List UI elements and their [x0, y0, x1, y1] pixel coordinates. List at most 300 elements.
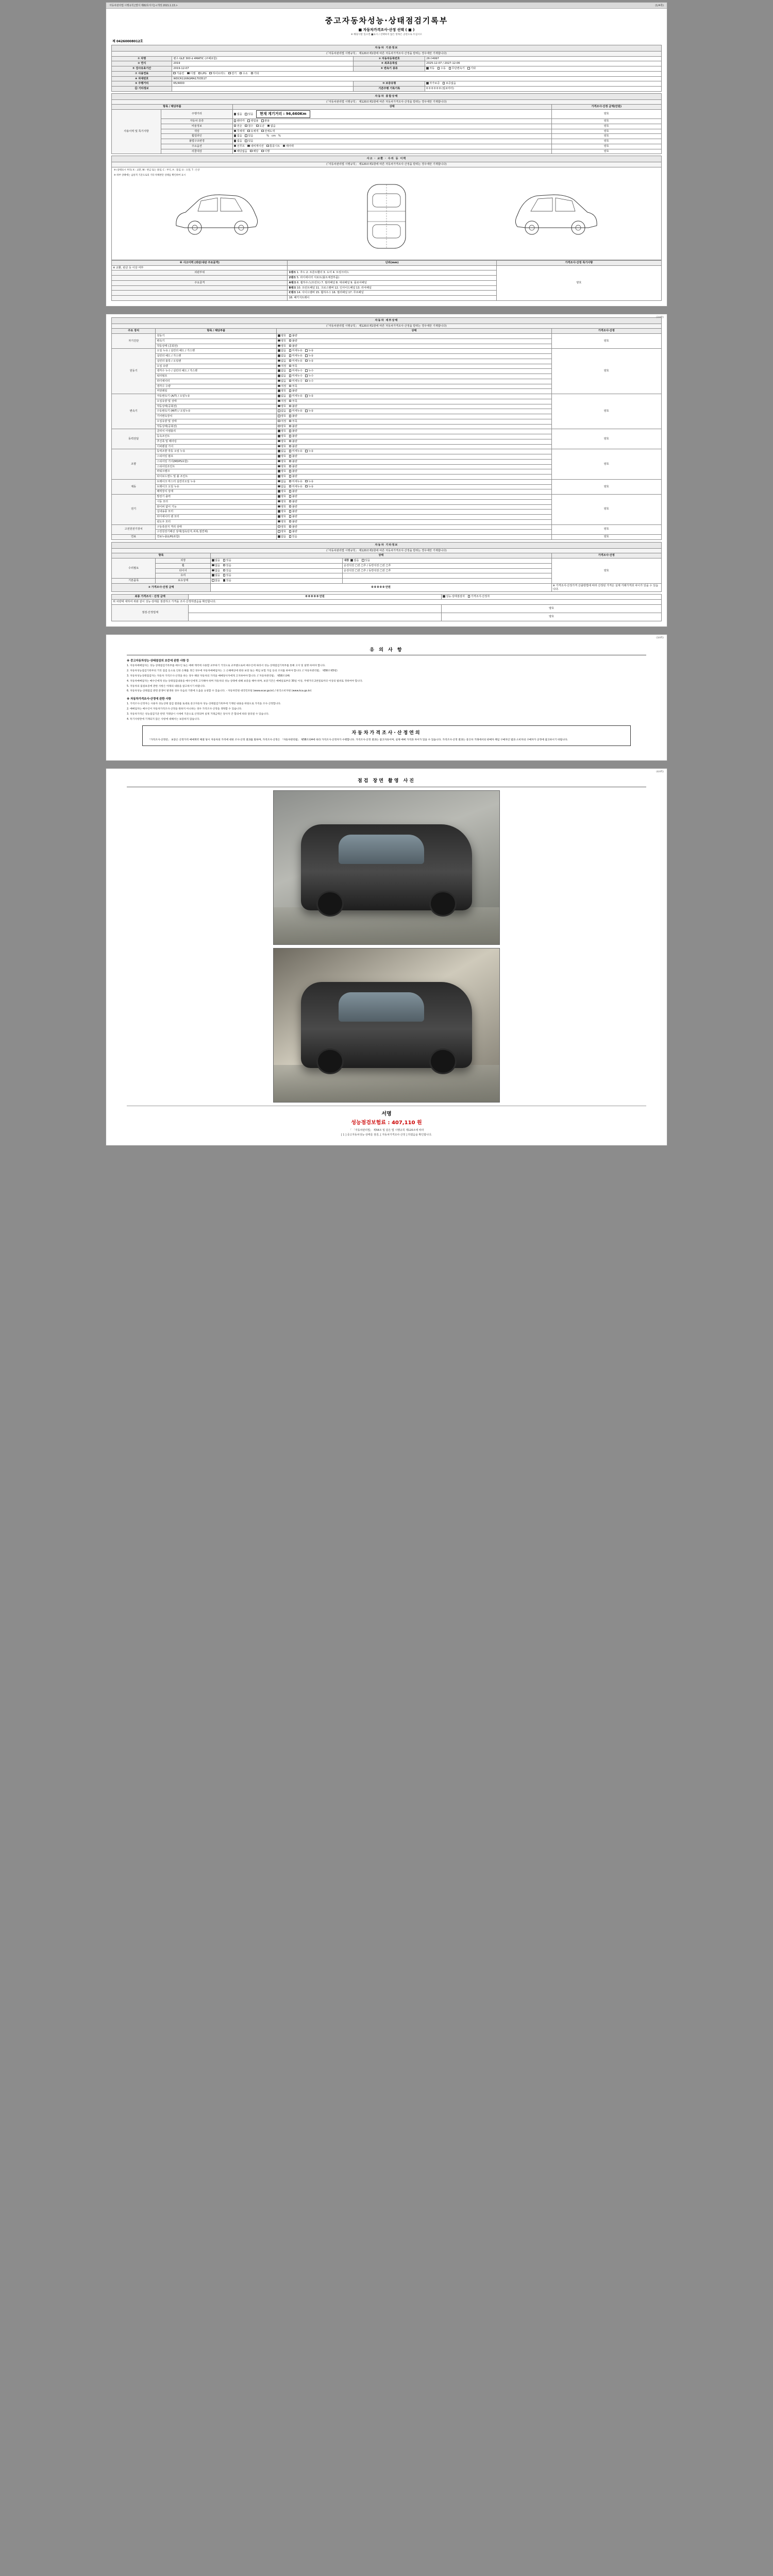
warranty-opt-1[interactable]: 보증없음 — [443, 82, 456, 86]
ov2-opt-1[interactable]: 침수 — [245, 125, 253, 128]
d1r0-o0[interactable]: 없음 — [278, 349, 286, 353]
d6-state-3 — [277, 510, 552, 515]
parts-group-1 — [112, 276, 288, 281]
d1r4-o1[interactable]: 미세누수 — [289, 369, 303, 373]
page-number-3: (3/4쪽) — [656, 636, 664, 639]
fuel-opt-0[interactable]: 가솔린 — [173, 72, 184, 76]
d5r0-o0[interactable]: 없음 — [278, 480, 286, 484]
d1r3-o1[interactable]: 부족 — [289, 365, 297, 368]
d5r1-o0[interactable]: 없음 — [278, 485, 286, 489]
overall-sub-6: 주요옵션 — [161, 144, 233, 149]
d2-state-6 — [277, 424, 552, 429]
d1r1-o2[interactable]: 누유 — [305, 354, 313, 358]
d7r1-o0[interactable]: 양호 — [278, 530, 286, 534]
d3r2-o0[interactable]: 양호 — [278, 440, 286, 444]
label-vin: ⑧ 차대번호 — [112, 76, 172, 81]
final-signature-table — [111, 594, 662, 621]
d1-state-0 — [277, 349, 552, 354]
d2r2-o1[interactable]: 불량 — [289, 405, 297, 409]
d2r3-o1[interactable]: 미세누유 — [289, 410, 303, 413]
d2r3-o0[interactable]: 없음 — [278, 410, 286, 413]
other-c2-4 — [343, 579, 551, 584]
d6r0-o1[interactable]: 불량 — [289, 495, 297, 499]
fuel-opt-6[interactable]: 기타 — [251, 72, 259, 76]
label-inspection: ⑤ 검사유효기간 — [112, 66, 172, 72]
d1r3-o0[interactable]: 적정 — [278, 365, 286, 368]
sig-assessor-value — [189, 613, 442, 621]
d2r6-o1[interactable]: 불량 — [289, 425, 297, 429]
d6r5-o1[interactable]: 불량 — [289, 520, 297, 524]
overall-state-6 — [232, 144, 551, 149]
footer-line-2: [ 1 ] 중고자동차성능·상태를 점검, [ 자동차가격조사·산정 ] 하였음을 확인합니다. — [341, 1133, 432, 1137]
d0r0-o0[interactable]: 양호 — [278, 334, 286, 338]
d6r0-o0[interactable]: 양호 — [278, 495, 286, 499]
overall-state-1 — [232, 119, 551, 124]
oth0-o1[interactable]: 있음 — [223, 559, 231, 563]
overall-state-5 — [232, 139, 551, 144]
d2r3-o2[interactable]: 누유 — [305, 410, 313, 413]
d0-state-0 — [277, 334, 552, 339]
d3r3-o0[interactable]: 양호 — [278, 445, 286, 449]
inspection-photo-rear[interactable] — [273, 948, 500, 1103]
fuel-opt-4[interactable]: 전기 — [228, 72, 237, 76]
oth0-o0[interactable]: 없음 — [212, 559, 220, 563]
band-accident: 사고 · 교환 · 수리 등 이력 — [112, 156, 662, 162]
d6-item-3: 실내송풍 모터 — [156, 510, 277, 515]
d4r4-o1[interactable]: 불량 — [289, 470, 297, 473]
d3r1-o1[interactable]: 불량 — [289, 435, 297, 438]
photos-title: 점검 장면 촬영 사진 — [127, 774, 646, 787]
other-total-value: 0 0 0 0 0 만원 — [211, 583, 552, 592]
other-total-label: ③ 가격조사·산정 금액 — [112, 583, 211, 592]
other-c2-0: 내장 없음 있음 — [343, 558, 551, 564]
d2r1-o1[interactable]: 부족 — [289, 400, 297, 403]
sheet-1 — [106, 2, 667, 307]
d5r2-o1[interactable]: 불량 — [289, 490, 297, 494]
photo-car-body-2 — [301, 982, 473, 1068]
d4-state-2 — [277, 459, 552, 464]
d5-item-0: 브레이크 마스터 실린더오일 누유 — [156, 479, 277, 484]
inspection-fee — [127, 1118, 646, 1128]
d4-price: 양호 — [551, 449, 661, 480]
d6r4-o0[interactable]: 양호 — [278, 515, 286, 519]
ov1-opt-2[interactable]: 관용 — [261, 120, 270, 123]
detail-group-4: 조향 — [112, 449, 156, 480]
d5-item-2: 배력장치 상태 — [156, 489, 277, 495]
car-damage-diagram[interactable] — [111, 167, 662, 260]
ov2-opt-3[interactable]: 없음 — [267, 125, 276, 128]
d1-item-6: 라디에이터 — [156, 379, 277, 384]
d3-price: 양호 — [551, 429, 661, 449]
ov6-opt-3[interactable]: 에어백 — [283, 145, 294, 148]
photo-ground-2 — [274, 1065, 499, 1102]
d7-item-0: 구동축전지 격리 상태 — [156, 524, 277, 530]
d1r2-o0[interactable]: 없음 — [278, 360, 286, 363]
overall-price-7: 양호 — [551, 149, 661, 154]
d0r1-o0[interactable]: 양호 — [278, 340, 286, 343]
d2-state-0 — [277, 394, 552, 399]
ov0-opt-1[interactable]: 있음 — [245, 113, 253, 116]
detail-group-2: 변속기 — [112, 394, 156, 429]
fuel-opt-2[interactable]: LPG — [198, 72, 207, 76]
car-top-view-icon — [358, 180, 415, 252]
d1-state-8 — [277, 389, 552, 394]
d6r2-o1[interactable]: 불량 — [289, 505, 297, 509]
parts-group-2: 주요골격 — [112, 280, 288, 285]
d2r6-o0[interactable]: 양호 — [278, 425, 286, 429]
ov1-opt-1[interactable]: 영업용 — [247, 120, 258, 123]
other-o-3 — [211, 573, 343, 579]
sig-chk-0[interactable]: 성능·상태점검자 — [443, 595, 465, 599]
d4r4-o0[interactable]: 양호 — [278, 470, 286, 473]
ov3-opt-2[interactable]: 전체도색 — [261, 130, 275, 133]
guarantee-body: 「가격조사·산정연」 보증은 산정가격 매매계약 체결 당시 자동차의 가격에 대한 조사·산정 결과를 말하며, 가격조사·산정은 「자동차관리법」 제58조의4에 따라 가격조사·산정자가 수행합니다. 가격조사·산정 결과는 참고자료이며, 실제 매매 가격과 차이가 있을 수 있습니다. 가격조사·산정 결과는 중고차 거래에서의 판매자 책임 구매자인 법과 소비자의 구매자가 공정에 참고하시기 바랍니다. — [148, 739, 568, 742]
oth2-o1[interactable]: 있음 — [223, 569, 231, 573]
d6r3-o0[interactable]: 양호 — [278, 510, 286, 514]
overall-state-4: 없음 있음 % cm % — [232, 134, 551, 139]
d3r0-o1[interactable]: 불량 — [289, 430, 297, 433]
hdr-detail-price: 가격조사·산정 — [551, 329, 661, 334]
oth1-o0[interactable]: 없음 — [212, 564, 220, 568]
ov0-opt-0[interactable]: 없음 — [234, 113, 242, 116]
d6r1-o1[interactable]: 불량 — [289, 500, 297, 504]
ov5-opt-0[interactable]: 없음 — [234, 140, 242, 143]
parts-items-0: 1랭크 1. 후드 2. 프론트휀더 3. 도어 4. 트렁크리드 — [288, 270, 496, 276]
hdr-other-state: 상태 — [211, 553, 552, 558]
other-o-1 — [211, 563, 343, 568]
d2-state-2 — [277, 404, 552, 409]
d2r2-o0[interactable]: 양호 — [278, 405, 286, 409]
fuel-opt-1[interactable]: 디젤 — [187, 72, 195, 76]
ov6-opt-1[interactable]: 내비게이션 — [247, 145, 263, 148]
d1r6-o0[interactable]: 없음 — [278, 380, 286, 383]
d2-item-0: 자동변속기 (A/T) / 오일누유 — [156, 394, 277, 399]
doc-subtitle: ■ 자동차가격조사·산정 선택 ( ■ ) — [358, 28, 415, 32]
notice-section-1: ※ 중고자동차성능·상태점검의 보증에 관한 사항 등 — [127, 659, 189, 663]
parts-group-3 — [112, 285, 288, 291]
d1r8-o1[interactable]: 불량 — [289, 389, 297, 393]
d4r5-o1[interactable]: 불량 — [289, 475, 297, 479]
detail-group-5: 제동 — [112, 479, 156, 494]
d2-item-3: 수동변속기 (M/T) / 오일누유 — [156, 409, 277, 414]
d4r2-o1[interactable]: 불량 — [289, 460, 297, 464]
d2r0-o2[interactable]: 누유 — [305, 395, 313, 398]
d0r2-o0[interactable]: 양호 — [278, 345, 286, 348]
oth2-o0[interactable]: 없음 — [212, 569, 220, 573]
ov7-opt-0[interactable]: 해당없음 — [234, 150, 247, 154]
d2-item-2: 작동상태(공회전) — [156, 404, 277, 409]
hdr-other-item: 항목 — [112, 553, 211, 558]
oth4-o1[interactable]: 있음 — [223, 579, 231, 583]
detail-group-8: 연료 — [112, 535, 156, 540]
d3-state-0 — [277, 429, 552, 434]
overall-sub-3: 색상 — [161, 129, 233, 134]
ov7-opt-1[interactable]: 해당 — [250, 150, 258, 154]
detail-group-3: 동력전달 — [112, 429, 156, 449]
d2r0-o0[interactable]: 없음 — [278, 395, 286, 398]
d5-state-2 — [277, 489, 552, 495]
d6-item-0: 발전기 출력 — [156, 495, 277, 500]
d7-state-1 — [277, 530, 552, 535]
d6-state-4 — [277, 515, 552, 520]
d6r3-o1[interactable]: 불량 — [289, 510, 297, 514]
sig-company-price: 양호 — [442, 604, 662, 613]
d1r4-o2[interactable]: 누수 — [305, 369, 313, 373]
d5r2-o0[interactable]: 양호 — [278, 490, 286, 494]
oth3-o0[interactable]: 없음 — [212, 574, 220, 578]
band-detail-note: (「자동차관리법 시행규칙」 제120조제1항에 따른 자동차가격조사·산정을 받려는 경우에만 기재합니다) — [112, 324, 662, 329]
d4-item-2: 스티어링 기어(MDPS포함) — [156, 459, 277, 464]
d5-item-1: 브레이크 오일 누유 — [156, 484, 277, 489]
mileage-display: 현재 계기거리 : 96,660Km — [256, 110, 310, 118]
sig-chk-1[interactable]: 가격조사·산정자 — [468, 595, 490, 599]
d4r5-o0[interactable]: 양호 — [278, 475, 286, 479]
parts-group-4 — [112, 291, 288, 296]
d2r4-o1[interactable]: 불량 — [289, 415, 297, 418]
inspection-photo-front[interactable] — [273, 790, 500, 945]
photo-ground-1 — [274, 907, 499, 944]
overall-price-4: 양호 — [551, 134, 661, 139]
d1r7-o1[interactable]: 부족 — [289, 385, 297, 388]
notice-item-2-2: 3. 자동차가격은 성능점검기준 반영 거래당시 시세에 기준으로 산정되며 실제 거래금액은 당사자 간 합의에 따라 달라질 수 있습니다. — [127, 713, 270, 716]
oth3-o1[interactable]: 있음 — [223, 574, 231, 578]
d4r0-o0[interactable]: 없음 — [278, 450, 286, 453]
photo-wheel-right-2 — [429, 1048, 457, 1074]
fuel-opt-5[interactable]: 수소 — [240, 72, 248, 76]
d4r0-o2[interactable]: 누유 — [305, 450, 313, 453]
d7r1-o1[interactable]: 불량 — [289, 530, 297, 534]
value-odo-record: 0 0 0 0 0 0 (킬로미터) — [425, 87, 662, 92]
ov3-opt-0[interactable]: 무채색 — [234, 130, 245, 133]
d1r6-o1[interactable]: 미세누수 — [289, 380, 303, 383]
d1r0-o2[interactable]: 누유 — [305, 349, 313, 353]
final-body: 위 차량에 대하여 위와 같이 성능·상태를 점검하고 가격을 조사·산정하였음을 확인합니다. — [112, 600, 662, 605]
d5r1-o1[interactable]: 미세누유 — [289, 485, 303, 489]
d2-item-5: 오일유량 및 상태 — [156, 419, 277, 424]
ov2-opt-2[interactable]: 도난 — [256, 125, 264, 128]
overall-price-3: 양호 — [551, 129, 661, 134]
other-group-basic: 기본품목 — [112, 579, 156, 584]
detail-group-7: 고전원전기장치 — [112, 524, 156, 535]
d3r3-o1[interactable]: 불량 — [289, 445, 297, 449]
basic-info-table — [111, 45, 662, 92]
ov4-opt-1[interactable]: 있음 — [245, 134, 253, 138]
oth0b-o0[interactable]: 없음 — [350, 559, 359, 563]
d1r2-o2[interactable]: 누유 — [305, 360, 313, 363]
d4r0-o1[interactable]: 미세누유 — [289, 450, 303, 453]
d6-state-2 — [277, 504, 552, 510]
ov4-opt-0[interactable]: 없음 — [234, 134, 242, 138]
trans-opt-0[interactable]: 자동 — [426, 67, 434, 71]
d0r2-o1[interactable]: 불량 — [289, 345, 297, 348]
label-carname: ① 차명 — [112, 56, 172, 61]
d1r8-o0[interactable]: 양호 — [278, 389, 286, 393]
d3r2-o1[interactable]: 불량 — [289, 440, 297, 444]
parts-items-2: A랭크 6. 휠하우스(프런트) 7. 필러패널 8. 대쉬패널 9. 플로어패널 — [288, 280, 496, 285]
d5r0-o2[interactable]: 누유 — [305, 480, 313, 484]
band-overall-note: (「자동차관리법 시행규칙」 제120조제1항에 따른 자동차가격조사·산정을 받려는 경우에만 기재합니다) — [112, 99, 662, 105]
oth1-o1[interactable]: 있음 — [223, 564, 231, 568]
warranty-opt-0[interactable]: 자가보증 — [426, 82, 440, 86]
d6r5-o0[interactable]: 양호 — [278, 520, 286, 524]
d3r0-o0[interactable]: 양호 — [278, 430, 286, 433]
ov2-opt-0[interactable]: 전손 — [234, 125, 242, 128]
d3-item-3: 디퍼렌셜 기어 — [156, 444, 277, 449]
d6r2-o0[interactable]: 양호 — [278, 505, 286, 509]
value-etc — [172, 87, 354, 92]
notice-item-1-2: 3. 자동차성능상태점검자는 자동차 가격조사·산정을 하는 경우 해당 자동차의 가격을 매매당사자에게 고지하여야 합니다. (「자동차관리법」 제58조의4) — [127, 674, 290, 677]
d6-item-5: 윈도우 모터 — [156, 519, 277, 524]
accident-parts-table — [111, 260, 662, 301]
d5-state-0 — [277, 479, 552, 484]
ov5-opt-1[interactable]: 있음 — [245, 140, 253, 143]
other-c2-1: 운전석전 □전 □후 / 동반석전 □전 □후 — [343, 563, 551, 568]
d1r1-o1[interactable]: 미세누유 — [289, 354, 303, 358]
d7-state-0 — [277, 524, 552, 530]
d3-state-3 — [277, 444, 552, 449]
d0-item-0: 원동기 — [156, 334, 277, 339]
d2r4-o0[interactable]: 양호 — [278, 415, 286, 418]
d6-state-1 — [277, 499, 552, 504]
other-o-0 — [211, 558, 343, 564]
sheet-3 — [106, 634, 667, 761]
value-firstreg: 2025-12-07 / 2027-12-06 — [425, 61, 662, 66]
d1-item-8: 커먼레일 — [156, 389, 277, 394]
d2r1-o0[interactable]: 적정 — [278, 400, 286, 403]
d3-state-1 — [277, 434, 552, 439]
ov1-opt-0[interactable]: 렌터카 — [234, 120, 245, 123]
d4r1-o0[interactable]: 양호 — [278, 455, 286, 459]
d4-state-4 — [277, 469, 552, 474]
hdr-other-price: 가격조사·산정 — [551, 553, 661, 558]
d4r3-o0[interactable]: 양호 — [278, 465, 286, 469]
d7r0-o1[interactable]: 불량 — [289, 526, 297, 529]
d7r0-o0[interactable]: 양호 — [278, 526, 286, 529]
value-plate: 26구4997 — [425, 56, 662, 61]
d1r7-o0[interactable]: 적정 — [278, 385, 286, 388]
d1-state-1 — [277, 354, 552, 359]
ov6-opt-2[interactable]: 통풍시트 — [266, 145, 280, 148]
d2-price: 양호 — [551, 394, 661, 429]
d1r1-o0[interactable]: 없음 — [278, 354, 286, 358]
notice-section-2: ※ 자동차가격조사·산정에 관한 사항 — [127, 697, 171, 701]
trans-opt-3[interactable]: 기타 — [467, 67, 476, 71]
diagram-legend-2: ※ 하부 상태에는 숨통적 기준으로의 기타 차체판단 상태를 확인하여 표시 — [114, 174, 186, 177]
hdr-overall-state: 상태 — [232, 105, 551, 110]
value-warranty — [425, 81, 662, 87]
detail-state-table — [111, 317, 662, 540]
d6-state-0 — [277, 495, 552, 500]
notice-item-1-5: 6. 자동차성능·상태점검 관련 분쟁이 발생한 경우 다음의 기관에 도움을 요청할 수 있습니다. - 자동차민원 대국민포털 (www.ecar.go.kr) / 한국소비자원 (www.kca.go.kr) — [127, 690, 312, 693]
d6r1-o0[interactable]: 양호 — [278, 500, 286, 504]
d1r6-o2[interactable]: 누수 — [305, 380, 313, 383]
signature-label: 서명 — [127, 1106, 646, 1118]
ov7-opt-2[interactable]: 이행 — [261, 150, 270, 154]
d4-state-3 — [277, 464, 552, 469]
other-o-4 — [211, 579, 343, 584]
d2-state-1 — [277, 399, 552, 404]
d8r0-o1[interactable]: 있음 — [289, 535, 297, 539]
d2r5-o1[interactable]: 부족 — [289, 420, 297, 423]
hdr-detail-device: 주요 장치 — [112, 329, 156, 334]
car-side-left-icon — [170, 185, 263, 247]
photo-car-window-1 — [339, 835, 424, 864]
page-number-4: (4/4쪽) — [656, 770, 664, 773]
band-overall: 자동차 종합상태 — [112, 93, 662, 99]
d1-state-3 — [277, 364, 552, 369]
d6r4-o1[interactable]: 불량 — [289, 515, 297, 519]
value-year: 2019 — [172, 61, 354, 66]
d0r1-o1[interactable]: 불량 — [289, 340, 297, 343]
value-vin: WDCR1166GMA1703517 — [172, 76, 662, 81]
d6-item-2: 와이퍼 없이 기능 — [156, 504, 277, 510]
d1r5-o2[interactable]: 누수 — [305, 375, 313, 378]
overall-state-0 — [232, 110, 551, 119]
notice-item-2-3: 4. 특기사항란에 기재되지 않은 사항에 대해서는 보증하지 않습니다. — [127, 718, 200, 721]
doc-subnote: ※ 해당사항 있으면 ■표시 / 선택하지 않은 항목은 공란으로 두십시오 — [350, 33, 423, 36]
d1r5-o1[interactable]: 미세누수 — [289, 375, 303, 378]
d3-state-2 — [277, 439, 552, 444]
parts-group-5 — [112, 296, 288, 301]
d3r1-o0[interactable]: 양호 — [278, 435, 286, 438]
d4-state-0 — [277, 449, 552, 454]
d4-item-0: 동력조향 작동 오일 누유 — [156, 449, 277, 454]
ov3-opt-1[interactable]: 유채색 — [247, 130, 258, 133]
notice-item-1-0: 1. 자동차매매업자는 성능·상태점검기록부를 매수인 또는 매매 계약에 사용할 교부하기 거짓으로 교부했으로써 매수인에 따라서 성능·상태점검기록부를 통해 고지 및 설명 하여야 합니다. — [127, 664, 326, 667]
other-c2-3 — [343, 573, 551, 579]
ov6-opt-0[interactable]: 선루프 — [234, 145, 245, 148]
oth0b-o1[interactable]: 있음 — [362, 559, 370, 563]
trans-opt-1[interactable]: 수동 — [438, 67, 446, 71]
notice-item-2-0: 1. 가격조사·산정자는 사용자 성능상태 점검 결과를 토대로 중고자동차 성능·상태점검기록부에 기재된 내용을 바탕으로 가격을 조사·산정합니다. — [127, 702, 281, 705]
hdr-detail-state: 상태 — [277, 329, 552, 334]
value-carname: 벤츠 GLE 300 d 4MATIC (쿠페포함) — [172, 56, 354, 61]
d4r3-o1[interactable]: 불량 — [289, 465, 297, 469]
notice-item-1-4: 5. 자동차의 품질보증에 관한 사항은 아래의 내용을 참고하시기 바랍니다. — [127, 685, 206, 688]
d2r0-o1[interactable]: 미세누유 — [289, 395, 303, 398]
band-other-note: (「자동차관리법 시행규칙」 제120조제1항에 따른 자동차가격조사·산정을 받려는 경우에만 기재합니다) — [112, 548, 662, 553]
d0-item-1: 변속기 — [156, 338, 277, 344]
final-checkers — [442, 595, 662, 600]
d2r5-o0[interactable]: 적정 — [278, 420, 286, 423]
overall-sub-2: 비율정보 — [161, 124, 233, 129]
sheet-4 — [106, 768, 667, 1146]
d1-state-4 — [277, 369, 552, 374]
overall-price-0: 양호 — [551, 110, 661, 119]
d4r2-o0[interactable]: 양호 — [278, 460, 286, 464]
d1r4-o0[interactable]: 없음 — [278, 369, 286, 373]
document-page — [0, 0, 773, 1158]
photo-car-body-1 — [301, 824, 473, 910]
d8r0-o0[interactable]: 없음 — [278, 535, 286, 539]
oth4-o0[interactable]: 없음 — [212, 579, 220, 583]
final-value: 0 0 0 0 0 만원 — [189, 595, 442, 600]
accident-history-table — [111, 156, 662, 167]
trans-opt-2[interactable]: 무단변속기 — [449, 67, 465, 71]
overall-price-1: 양호 — [551, 119, 661, 124]
d1r5-o0[interactable]: 없음 — [278, 375, 286, 378]
d0r0-o1[interactable]: 불량 — [289, 334, 297, 338]
d1r0-o1[interactable]: 미세누유 — [289, 349, 303, 353]
hdr-detail-item: 항목 / 해당부품 — [156, 329, 277, 334]
d1r2-o1[interactable]: 미세누유 — [289, 360, 303, 363]
d4r1-o1[interactable]: 불량 — [289, 455, 297, 459]
d5r0-o1[interactable]: 미세누유 — [289, 480, 303, 484]
value-transmission — [425, 66, 662, 72]
fuel-opt-3[interactable]: 하이브리드 — [209, 72, 225, 76]
sheet-2 — [106, 314, 667, 627]
d5r1-o2[interactable]: 누유 — [305, 485, 313, 489]
